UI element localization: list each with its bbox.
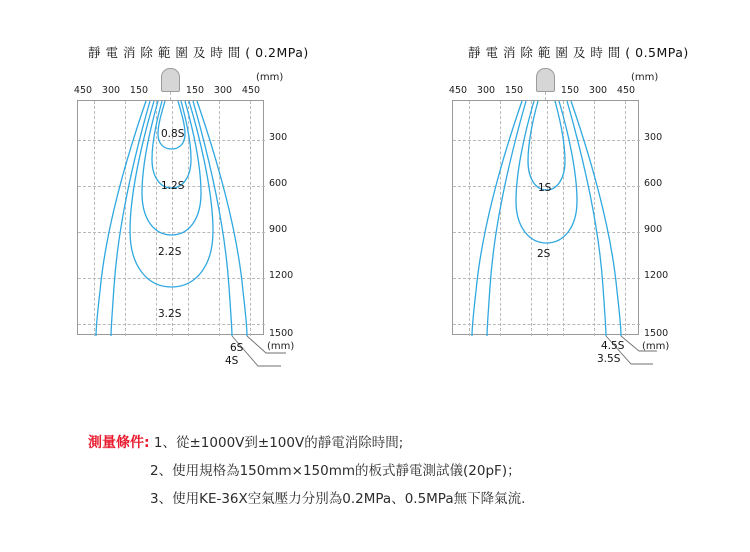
chart-right-xtick-300r: 300	[588, 85, 608, 96]
chart-left-ytick-300: 300	[269, 132, 288, 143]
condition-line-3: 3、使用KE-36X空氣壓力分別為0.2MPa、0.5MPa無下降氣流.	[150, 491, 526, 507]
curve-label-0_8s: 0.8S	[161, 128, 185, 140]
chart-right	[375, 0, 750, 400]
chart-left-xtick-150l: 150	[129, 85, 149, 96]
chart-right-unit-top: (mm)	[631, 72, 659, 83]
curve-label-4_5s: 4.5S	[601, 340, 625, 352]
chart-left-ytick-900: 900	[269, 224, 288, 235]
chart-left-ytick-600: 600	[269, 178, 288, 189]
chart-right-ytick-1500: 1500	[644, 328, 669, 339]
chart-left-xtick-150r: 150	[185, 85, 205, 96]
chart-right-plot-area	[452, 100, 639, 335]
condition-text-1: 1、從±1000V到±100V的靜電消除時間;	[153, 435, 404, 451]
curve-label-6s: 6S	[230, 342, 244, 354]
chart-right-ytick-1200: 1200	[644, 270, 669, 281]
nozzle-stem	[170, 92, 172, 100]
chart-left-unit-bottom: (mm)	[267, 341, 295, 352]
conditions-key-label: 測量條件:	[88, 435, 150, 451]
chart-left-xtick-450l: 450	[73, 85, 93, 96]
chart-left-xtick-300l: 300	[101, 85, 121, 96]
chart-right-title: 靜 電 消 除 範 圍 及 時 間 ( 0.5MPa)	[468, 45, 689, 60]
curve-label-2s: 2S	[537, 248, 551, 260]
curve-label-1_2s: 1.2S	[161, 180, 185, 192]
chart-right-xtick-150l: 150	[504, 85, 524, 96]
chart-left-unit-top: (mm)	[256, 72, 284, 83]
chart-right-ytick-600: 600	[644, 178, 663, 189]
curve-label-4s: 4S	[225, 355, 239, 367]
chart-left-xtick-300r: 300	[213, 85, 233, 96]
nozzle-icon	[536, 68, 555, 92]
chart-right-xtick-450l: 450	[448, 85, 468, 96]
chart-right-ytick-900: 900	[644, 224, 663, 235]
curve-label-3_5s: 3.5S	[597, 353, 621, 365]
chart-left-ytick-1500: 1500	[269, 328, 294, 339]
curve-label-3_2s: 3.2S	[158, 308, 182, 320]
condition-line-1	[88, 430, 403, 456]
chart-right-xtick-300l: 300	[476, 85, 496, 96]
chart-right-xtick-450r: 450	[616, 85, 636, 96]
chart-left-xtick-450r: 450	[241, 85, 261, 96]
chart-right-unit-bottom: (mm)	[642, 341, 670, 352]
chart-left-title: 靜 電 消 除 範 圍 及 時 間 ( 0.2MPa)	[88, 45, 309, 60]
nozzle-stem	[545, 92, 547, 100]
nozzle-icon	[161, 68, 180, 92]
curve-label-1s: 1S	[538, 182, 552, 194]
condition-line-2: 2、使用規格為150mm×150mm的板式靜電測試儀(20pF)；	[150, 463, 521, 479]
chart-right-xtick-150r: 150	[560, 85, 580, 96]
curve-label-2_2s: 2.2S	[158, 246, 182, 258]
chart-left	[0, 0, 375, 400]
chart-right-ytick-300: 300	[644, 132, 663, 143]
chart-left-ytick-1200: 1200	[269, 270, 294, 281]
